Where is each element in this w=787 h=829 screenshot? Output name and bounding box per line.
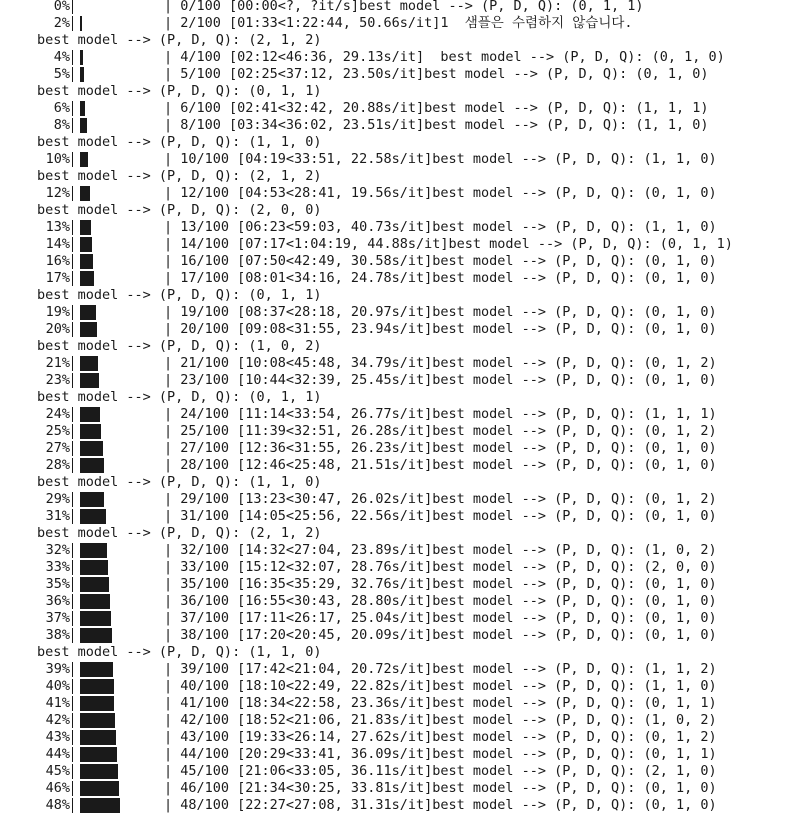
progress-bar-fill <box>80 577 109 592</box>
progress-bar-left-edge <box>72 0 73 14</box>
progress-status-text: | 40/100 [18:10<22:49, 22.82s/it]best model --> (P, D, Q): (1, 1, 0) <box>164 678 717 694</box>
progress-percent: 16% <box>45 253 70 269</box>
progress-percent: 43% <box>45 729 70 745</box>
progress-status-text: | 8/100 [03:34<36:02, 23.51s/it]best model --> (P, D, Q): (1, 1, 0) <box>164 117 709 133</box>
progress-bar-left-edge <box>72 271 73 286</box>
progress-status-text: | 24/100 [11:14<33:54, 26.77s/it]best model --> (P, D, Q): (1, 1, 1) <box>164 406 717 422</box>
progress-status-text: | 29/100 [13:23<30:47, 26.02s/it]best model --> (P, D, Q): (0, 1, 2) <box>164 491 717 507</box>
progress-bar-fill <box>80 407 100 422</box>
progress-bar-fill <box>80 679 114 694</box>
progress-bar-left-edge <box>72 152 73 167</box>
progress-status-text: | 44/100 [20:29<33:41, 36.09s/it]best model --> (P, D, Q): (0, 1, 1) <box>164 746 717 762</box>
progress-line <box>0 712 787 729</box>
progress-line <box>0 219 787 236</box>
progress-percent: 0% <box>53 0 70 14</box>
progress-bar-fill <box>80 424 101 439</box>
progress-bar-fill <box>80 509 106 524</box>
progress-status-text: | 21/100 [10:08<45:48, 34.79s/it]best model --> (P, D, Q): (0, 1, 2) <box>164 355 717 371</box>
progress-bar-left-edge <box>72 237 73 252</box>
progress-bar-fill <box>80 730 116 745</box>
progress-percent: 8% <box>53 117 70 133</box>
progress-percent: 19% <box>45 304 70 320</box>
progress-line <box>0 372 787 389</box>
progress-line <box>0 627 787 644</box>
progress-status-text: | 12/100 [04:53<28:41, 19.56s/it]best model --> (P, D, Q): (0, 1, 0) <box>164 185 717 201</box>
progress-status-text: | 32/100 [14:32<27:04, 23.89s/it]best model --> (P, D, Q): (1, 0, 2) <box>164 542 717 558</box>
progress-bar-left-edge <box>72 458 73 473</box>
best-model-text: best model --> (P, D, Q): (2, 1, 2) <box>37 168 322 184</box>
progress-bar-left-edge <box>72 16 73 31</box>
progress-line <box>0 304 787 321</box>
progress-percent: 39% <box>45 661 70 677</box>
progress-line <box>0 763 787 780</box>
progress-line <box>0 610 787 627</box>
progress-line <box>0 695 787 712</box>
progress-status-text: | 36/100 [16:55<30:43, 28.80s/it]best model --> (P, D, Q): (0, 1, 0) <box>164 593 717 609</box>
progress-line <box>0 117 787 134</box>
progress-bar-fill <box>80 305 96 320</box>
progress-status-text: | 38/100 [17:20<20:45, 20.09s/it]best model --> (P, D, Q): (0, 1, 0) <box>164 627 717 643</box>
progress-status-text: | 28/100 [12:46<25:48, 21.51s/it]best model --> (P, D, Q): (0, 1, 0) <box>164 457 717 473</box>
best-model-line <box>0 32 787 49</box>
progress-bar-left-edge <box>72 509 73 524</box>
best-model-line <box>0 168 787 185</box>
progress-status-text: | 10/100 [04:19<33:51, 22.58s/it]best model --> (P, D, Q): (1, 1, 0) <box>164 151 717 167</box>
progress-bar-fill <box>80 543 107 558</box>
progress-line <box>0 270 787 287</box>
progress-status-text: | 43/100 [19:33<26:14, 27.62s/it]best model --> (P, D, Q): (0, 1, 2) <box>164 729 717 745</box>
progress-percent: 42% <box>45 712 70 728</box>
progress-status-text: | 19/100 [08:37<28:18, 20.97s/it]best model --> (P, D, Q): (0, 1, 0) <box>164 304 717 320</box>
progress-line <box>0 236 787 253</box>
progress-bar-left-edge <box>72 781 73 796</box>
progress-status-text: | 17/100 [08:01<34:16, 24.78s/it]best model --> (P, D, Q): (0, 1, 0) <box>164 270 717 286</box>
progress-bar-left-edge <box>72 118 73 133</box>
progress-percent: 21% <box>45 355 70 371</box>
progress-line <box>0 780 787 797</box>
progress-bar-fill <box>80 16 82 31</box>
progress-bar-left-edge <box>72 322 73 337</box>
progress-bar-fill <box>80 322 97 337</box>
progress-bar-left-edge <box>72 560 73 575</box>
progress-status-text: | 42/100 [18:52<21:06, 21.83s/it]best model --> (P, D, Q): (1, 0, 2) <box>164 712 717 728</box>
progress-line <box>0 100 787 117</box>
progress-percent: 44% <box>45 746 70 762</box>
progress-bar-fill <box>80 356 98 371</box>
progress-line <box>0 0 787 15</box>
progress-status-text: | 4/100 [02:12<46:36, 29.13s/it] best model --> (P, D, Q): (0, 1, 0) <box>164 49 725 65</box>
progress-percent: 2% <box>53 15 70 31</box>
progress-percent: 14% <box>45 236 70 252</box>
progress-status-text: | 0/100 [00:00<?, ?it/s]best model --> (P, D, Q): (0, 1, 1) <box>164 0 644 14</box>
progress-line <box>0 151 787 168</box>
progress-line <box>0 542 787 559</box>
progress-bar-fill <box>80 662 113 677</box>
progress-bar-fill <box>80 458 104 473</box>
progress-percent: 32% <box>45 542 70 558</box>
progress-bar-left-edge <box>72 356 73 371</box>
progress-percent: 10% <box>45 151 70 167</box>
progress-status-text: | 13/100 [06:23<59:03, 40.73s/it]best model --> (P, D, Q): (1, 1, 0) <box>164 219 717 235</box>
progress-status-text: | 46/100 [21:34<30:25, 33.81s/it]best model --> (P, D, Q): (0, 1, 0) <box>164 780 717 796</box>
progress-bar-left-edge <box>72 594 73 609</box>
progress-bar-left-edge <box>72 305 73 320</box>
progress-percent: 12% <box>45 185 70 201</box>
progress-status-text: | 39/100 [17:42<21:04, 20.72s/it]best model --> (P, D, Q): (1, 1, 2) <box>164 661 717 677</box>
best-model-text: best model --> (P, D, Q): (0, 1, 1) <box>37 287 322 303</box>
progress-line <box>0 49 787 66</box>
progress-status-text: | 2/100 [01:33<1:22:44, 50.66s/it]1 샘플은 수렴하지 않습니다. <box>164 15 633 31</box>
progress-bar-left-edge <box>72 713 73 728</box>
progress-line <box>0 559 787 576</box>
progress-bar-fill <box>80 237 92 252</box>
progress-bar-left-edge <box>72 662 73 677</box>
progress-line <box>0 457 787 474</box>
progress-bar-fill <box>80 611 111 626</box>
best-model-line <box>0 644 787 661</box>
progress-line <box>0 729 787 746</box>
progress-line <box>0 508 787 525</box>
best-model-line <box>0 202 787 219</box>
best-model-text: best model --> (P, D, Q): (0, 1, 1) <box>37 83 322 99</box>
progress-bar-left-edge <box>72 492 73 507</box>
progress-status-text: | 37/100 [17:11<26:17, 25.04s/it]best model --> (P, D, Q): (0, 1, 0) <box>164 610 717 626</box>
progress-percent: 20% <box>45 321 70 337</box>
progress-percent: 28% <box>45 457 70 473</box>
progress-bar-fill <box>80 628 112 643</box>
progress-bar-fill <box>80 271 94 286</box>
progress-percent: 40% <box>45 678 70 694</box>
progress-line <box>0 593 787 610</box>
progress-line <box>0 661 787 678</box>
progress-bar-fill <box>80 764 118 779</box>
progress-percent: 31% <box>45 508 70 524</box>
progress-bar-left-edge <box>72 628 73 643</box>
progress-bar-left-edge <box>72 50 73 65</box>
progress-status-text: | 41/100 [18:34<22:58, 23.36s/it]best model --> (P, D, Q): (0, 1, 1) <box>164 695 717 711</box>
progress-percent: 46% <box>45 780 70 796</box>
progress-percent: 35% <box>45 576 70 592</box>
best-model-text: best model --> (P, D, Q): (2, 0, 0) <box>37 202 322 218</box>
progress-bar-fill <box>80 152 88 167</box>
progress-bar-left-edge <box>72 747 73 762</box>
progress-bar-left-edge <box>72 373 73 388</box>
progress-line <box>0 576 787 593</box>
progress-bar-left-edge <box>72 730 73 745</box>
progress-line <box>0 797 787 814</box>
best-model-text: best model --> (P, D, Q): (1, 1, 0) <box>37 644 322 660</box>
best-model-line <box>0 83 787 100</box>
best-model-line <box>0 389 787 406</box>
progress-bar-left-edge <box>72 764 73 779</box>
best-model-text: best model --> (P, D, Q): (1, 0, 2) <box>37 338 322 354</box>
best-model-line <box>0 338 787 355</box>
progress-bar-left-edge <box>72 254 73 269</box>
progress-line <box>0 15 787 32</box>
progress-line <box>0 491 787 508</box>
progress-percent: 41% <box>45 695 70 711</box>
progress-percent: 24% <box>45 406 70 422</box>
best-model-text: best model --> (P, D, Q): (2, 1, 2) <box>37 525 322 541</box>
progress-bar-fill <box>80 441 103 456</box>
progress-bar-left-edge <box>72 407 73 422</box>
progress-line <box>0 253 787 270</box>
progress-line <box>0 406 787 423</box>
progress-status-text: | 27/100 [12:36<31:55, 26.23s/it]best model --> (P, D, Q): (0, 1, 0) <box>164 440 717 456</box>
progress-percent: 13% <box>45 219 70 235</box>
progress-bar-left-edge <box>72 424 73 439</box>
progress-percent: 17% <box>45 270 70 286</box>
progress-bar-fill <box>80 798 120 813</box>
progress-status-text: | 31/100 [14:05<25:56, 22.56s/it]best model --> (P, D, Q): (0, 1, 0) <box>164 508 717 524</box>
progress-status-text: | 25/100 [11:39<32:51, 26.28s/it]best model --> (P, D, Q): (0, 1, 2) <box>164 423 717 439</box>
progress-line <box>0 678 787 695</box>
progress-percent: 48% <box>45 797 70 813</box>
progress-percent: 36% <box>45 593 70 609</box>
progress-line <box>0 746 787 763</box>
best-model-text: best model --> (P, D, Q): (2, 1, 2) <box>37 32 322 48</box>
progress-status-text: | 20/100 [09:08<31:55, 23.94s/it]best model --> (P, D, Q): (0, 1, 0) <box>164 321 717 337</box>
best-model-line <box>0 134 787 151</box>
progress-bar-fill <box>80 747 117 762</box>
progress-percent: 45% <box>45 763 70 779</box>
progress-line <box>0 321 787 338</box>
progress-bar-fill <box>80 67 84 82</box>
progress-percent: 33% <box>45 559 70 575</box>
progress-status-text: | 23/100 [10:44<32:39, 25.45s/it]best model --> (P, D, Q): (0, 1, 0) <box>164 372 717 388</box>
best-model-text: best model --> (P, D, Q): (1, 1, 0) <box>37 134 322 150</box>
progress-bar-fill <box>80 696 114 711</box>
progress-percent: 6% <box>53 100 70 116</box>
progress-bar-fill <box>80 373 99 388</box>
progress-status-text: | 6/100 [02:41<32:42, 20.88s/it]best model --> (P, D, Q): (1, 1, 1) <box>164 100 709 116</box>
progress-status-text: | 48/100 [22:27<27:08, 31.31s/it]best model --> (P, D, Q): (0, 1, 0) <box>164 797 717 813</box>
progress-percent: 27% <box>45 440 70 456</box>
progress-bar-fill <box>80 492 104 507</box>
progress-bar-left-edge <box>72 186 73 201</box>
progress-status-text: | 35/100 [16:35<35:29, 32.76s/it]best model --> (P, D, Q): (0, 1, 0) <box>164 576 717 592</box>
progress-bar-fill <box>80 560 108 575</box>
progress-bar-fill <box>80 186 90 201</box>
best-model-text: best model --> (P, D, Q): (1, 1, 0) <box>37 474 322 490</box>
progress-status-text: | 5/100 [02:25<37:12, 23.50s/it]best model --> (P, D, Q): (0, 1, 0) <box>164 66 709 82</box>
progress-bar-fill <box>80 254 93 269</box>
progress-status-text: | 14/100 [07:17<1:04:19, 44.88s/it]best model --> (P, D, Q): (0, 1, 1) <box>164 236 733 252</box>
progress-bar-left-edge <box>72 577 73 592</box>
best-model-line <box>0 287 787 304</box>
progress-line <box>0 66 787 83</box>
best-model-line <box>0 474 787 491</box>
progress-bar-fill <box>80 781 119 796</box>
progress-bar-left-edge <box>72 101 73 116</box>
progress-bar-fill <box>80 118 87 133</box>
progress-bar-left-edge <box>72 611 73 626</box>
progress-bar-fill <box>80 594 110 609</box>
progress-percent: 23% <box>45 372 70 388</box>
progress-status-text: | 16/100 [07:50<42:49, 30.58s/it]best model --> (P, D, Q): (0, 1, 0) <box>164 253 717 269</box>
progress-line <box>0 185 787 202</box>
progress-line <box>0 423 787 440</box>
progress-percent: 29% <box>45 491 70 507</box>
best-model-line <box>0 525 787 542</box>
progress-bar-left-edge <box>72 798 73 813</box>
progress-bar-left-edge <box>72 543 73 558</box>
progress-percent: 37% <box>45 610 70 626</box>
progress-bar-left-edge <box>72 67 73 82</box>
progress-bar-left-edge <box>72 679 73 694</box>
best-model-text: best model --> (P, D, Q): (0, 1, 1) <box>37 389 322 405</box>
progress-bar-left-edge <box>72 441 73 456</box>
progress-line <box>0 355 787 372</box>
progress-status-text: | 33/100 [15:12<32:07, 28.76s/it]best model --> (P, D, Q): (2, 0, 0) <box>164 559 717 575</box>
progress-bar-fill <box>80 101 85 116</box>
progress-percent: 25% <box>45 423 70 439</box>
progress-percent: 38% <box>45 627 70 643</box>
progress-bar-fill <box>80 220 91 235</box>
progress-bar-left-edge <box>72 696 73 711</box>
progress-bar-left-edge <box>72 220 73 235</box>
progress-bar-fill <box>80 713 115 728</box>
progress-line <box>0 440 787 457</box>
progress-status-text: | 45/100 [21:06<33:05, 36.11s/it]best model --> (P, D, Q): (2, 1, 0) <box>164 763 717 779</box>
progress-bar-fill <box>80 50 83 65</box>
progress-percent: 4% <box>53 49 70 65</box>
progress-percent: 5% <box>53 66 70 82</box>
